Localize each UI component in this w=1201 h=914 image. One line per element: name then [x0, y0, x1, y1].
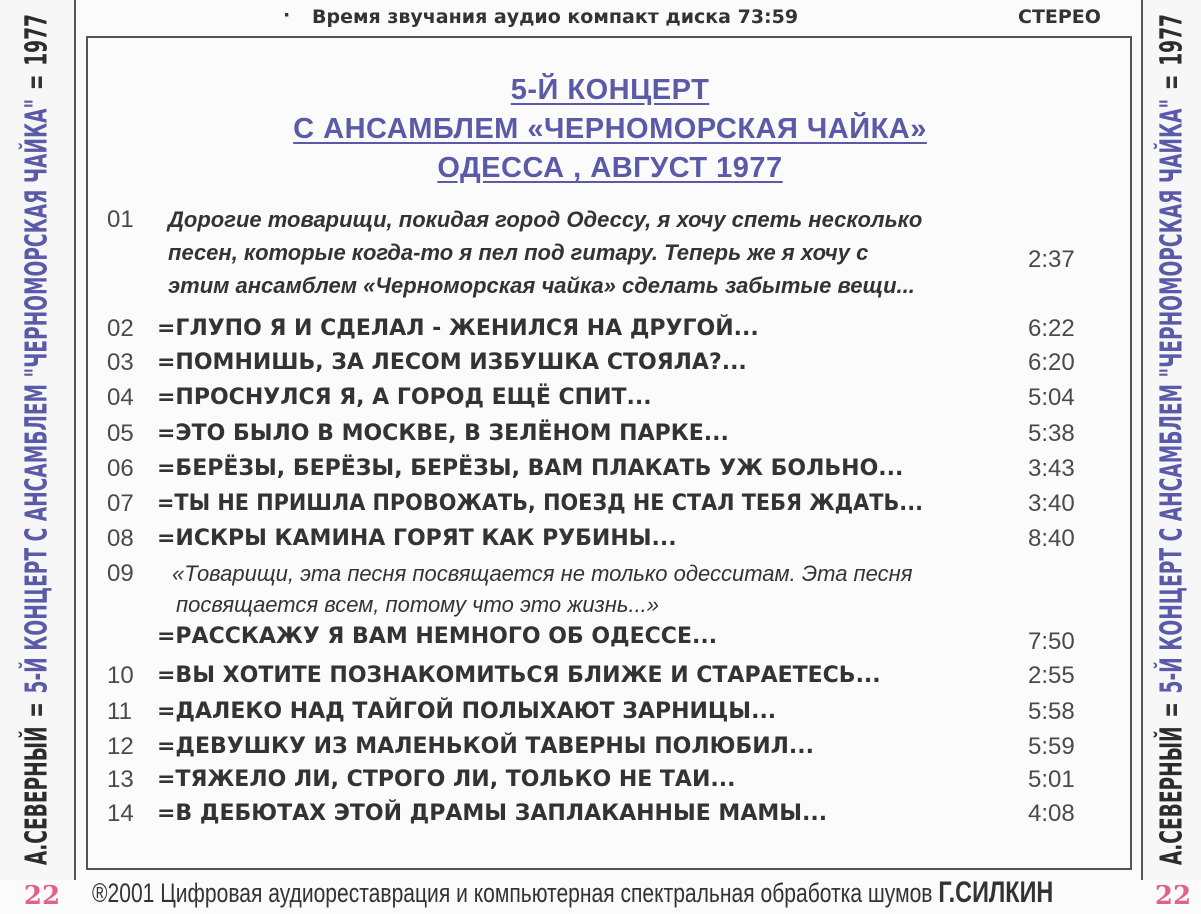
track-title: =ТЯЖЕЛО ЛИ, СТРОГО ЛИ, ТОЛЬКО НЕ ТАИ... [157, 767, 736, 792]
title-line-1: 5-Й КОНЦЕРТ [510, 74, 710, 106]
spine-artist: А.СЕВЕРНЫЙ [19, 726, 55, 866]
footer-line [92, 876, 1053, 910]
track-number: 07 [107, 490, 134, 517]
right-spine [1143, 0, 1201, 880]
track-duration: 5:01 [1028, 766, 1075, 793]
track-number: 05 [107, 420, 134, 447]
page-number-right: 22 [1154, 881, 1192, 911]
track-number: 04 [107, 384, 134, 411]
track-duration: 3:43 [1028, 455, 1075, 482]
spine-year: 1977 [19, 14, 55, 67]
track-number: 06 [107, 455, 134, 482]
track-number: 11 [107, 698, 132, 725]
track-duration: 7:50 [1028, 628, 1075, 655]
track-intro-line: посвящается всем, потому что это жизнь...» [176, 592, 660, 617]
track-number: 09 [107, 560, 134, 587]
track-number: 03 [107, 349, 134, 376]
header-dot: · [283, 4, 291, 26]
spine-year: 1977 [1154, 14, 1190, 67]
track-duration: 5:38 [1028, 420, 1075, 447]
spine-separator: = [1154, 702, 1190, 719]
track-intro-line: Дорогие товарищи, покидая город Одессу, я хочу спеть несколько [168, 207, 923, 232]
track-number: 01 [107, 206, 134, 233]
track-duration: 5:59 [1028, 733, 1075, 760]
track-number: 10 [107, 662, 134, 689]
track-intro-line: этим ансамблем «Черноморская чайка» сделать забытые вещи... [168, 273, 915, 298]
track-duration: 2:37 [1028, 246, 1075, 273]
track-title: =ЭТО БЫЛО В МОСКВЕ, В ЗЕЛЁНОМ ПАРКЕ... [157, 421, 729, 446]
track-title: =ИСКРЫ КАМИНА ГОРЯТ КАК РУБИНЫ... [157, 526, 677, 551]
spine-separator: = [19, 74, 55, 91]
track-title: =ДЕВУШКУ ИЗ МАЛЕНЬКОЙ ТАВЕРНЫ ПОЛЮБИЛ... [157, 734, 814, 759]
track-title: =БЕРЁЗЫ, БЕРЁЗЫ, БЕРЁЗЫ, ВАМ ПЛАКАТЬ УЖ БОЛЬНО... [157, 456, 904, 481]
track-number: 08 [107, 525, 134, 552]
track-duration: 6:20 [1028, 349, 1075, 376]
track-duration: 2:55 [1028, 662, 1075, 689]
page-number-left: 22 [23, 881, 61, 911]
title-line-2: С АНСАМБЛЕМ «ЧЕРНОМОРСКАЯ ЧАЙКА» [293, 113, 927, 145]
footer-author: Г.СИЛКИН [938, 876, 1054, 909]
track-title: =ГЛУПО Я И СДЕЛАЛ - ЖЕНИЛСЯ НА ДРУГОЙ... [157, 316, 759, 341]
stereo-label: СТЕРЕО [1018, 6, 1101, 28]
track-title: =РАССКАЖУ Я ВАМ НЕМНОГО ОБ ОДЕССЕ... [157, 624, 718, 649]
track-intro-line: «Товарищи, эта песня посвящается не только одесситам. Эта песня [172, 561, 913, 586]
footer [92, 876, 1142, 912]
track-number: 12 [107, 733, 134, 760]
title-line-3: ОДЕССА , АВГУСТ 1977 [437, 152, 783, 184]
spine-separator: = [1154, 74, 1190, 91]
spine-artist: А.СЕВЕРНЫЙ [1154, 726, 1190, 866]
header [90, 2, 1140, 34]
track-title: =ДАЛЕКО НАД ТАЙГОЙ ПОЛЫХАЮТ ЗАРНИЦЫ... [157, 699, 777, 724]
track-number: 13 [107, 766, 134, 793]
track-title: =ПРОСНУЛСЯ Я, А ГОРОД ЕЩЁ СПИТ... [157, 385, 652, 410]
running-time: Время звучания аудио компакт диска 73:59 [312, 6, 799, 28]
track-number: 02 [107, 315, 134, 342]
track-duration: 4:08 [1028, 800, 1075, 827]
left-divider [74, 0, 76, 880]
track-title: =ТЫ НЕ ПРИШЛА ПРОВОЖАТЬ, ПОЕЗД НЕ СТАЛ ТЕБЯ ЖДАТЬ... [157, 491, 923, 516]
right-spine-text [1155, 0, 1190, 880]
track-duration: 5:58 [1028, 698, 1075, 725]
track-title: =В ДЕБЮТАХ ЭТОЙ ДРАМЫ ЗАПЛАКАННЫЕ МАМЫ... [157, 801, 828, 826]
track-duration: 8:40 [1028, 525, 1075, 552]
track-title: =ВЫ ХОТИТЕ ПОЗНАКОМИТЬСЯ БЛИЖЕ И СТАРАЕТЕСЬ... [157, 663, 881, 688]
right-divider [1141, 0, 1143, 880]
left-spine-text [20, 0, 55, 880]
spine-album: 5-Й КОНЦЕРТ С АНСАМБЛЕМ "ЧЕРНОМОРСКАЯ ЧАЙКА" [19, 99, 55, 694]
track-intro-line: песен, которые когда-то я пел под гитару. Теперь же я хочу с [168, 240, 869, 265]
left-spine [0, 0, 74, 880]
footer-credit: ®2001 Цифровая аудиореставрация и компьютерная спектральная обработка шумов [92, 878, 939, 908]
track-number: 14 [107, 800, 134, 827]
track-duration: 3:40 [1028, 490, 1075, 517]
track-duration: 6:22 [1028, 315, 1075, 342]
track-title: =ПОМНИШЬ, ЗА ЛЕСОМ ИЗБУШКА СТОЯЛА?... [157, 350, 747, 375]
track-duration: 5:04 [1028, 384, 1075, 411]
spine-album: 5-Й КОНЦЕРТ С АНСАМБЛЕМ "ЧЕРНОМОРСКАЯ ЧАЙКА" [1154, 99, 1190, 694]
spine-separator: = [19, 702, 55, 719]
